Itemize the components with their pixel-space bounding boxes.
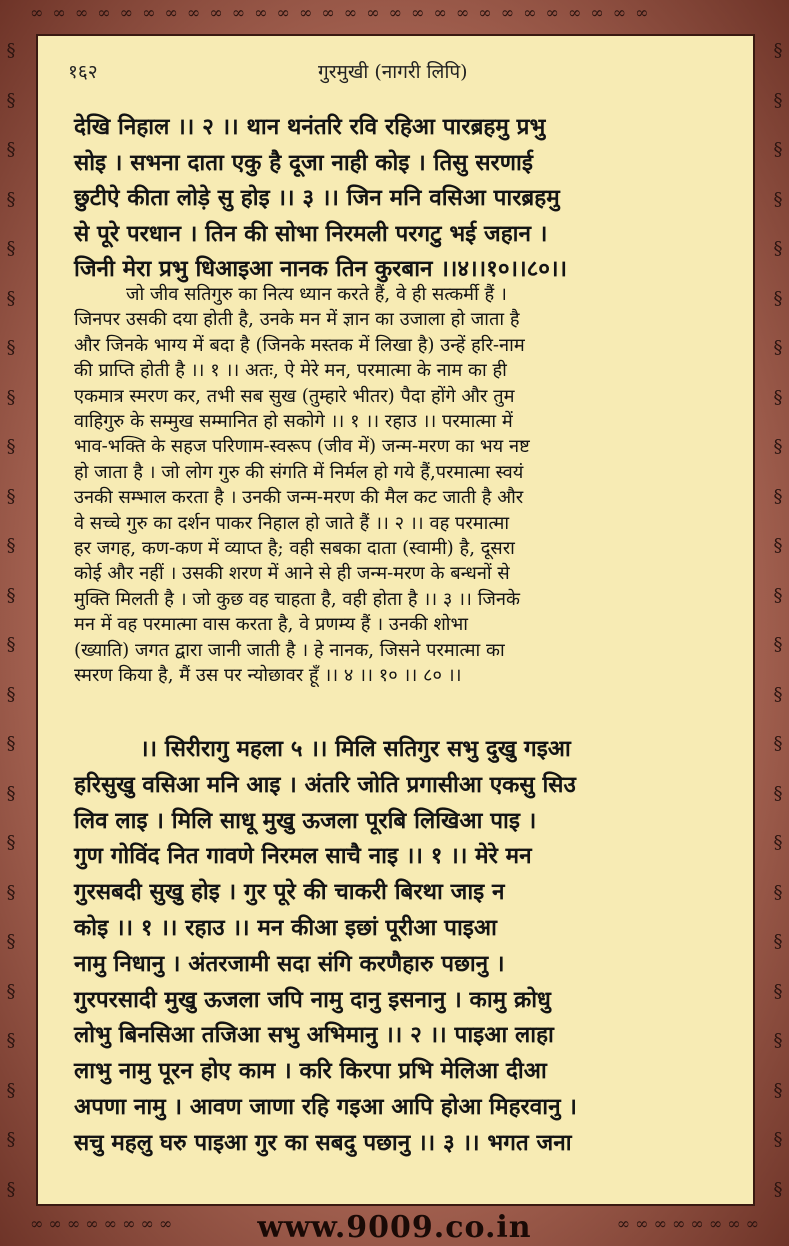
bottom-right-ornament: ∞ ∞ ∞ ∞ ∞ ∞ ∞ ∞ (616, 1214, 759, 1233)
translation-line: वाहिगुरु के सम्मुख सम्मानित हो सकोगे ।। १ ।। रहाउ ।। परमात्मा में (74, 411, 513, 433)
running-title: गुरमुखी (नागरी लिपि) (318, 61, 468, 83)
translation-line: हर जगह, कण-कण में व्याप्त है; वही सबका दाता (स्वामी) है, दूसरा (74, 538, 515, 560)
verse-line: छुटीऐ कीता लोड़े सु होइ ।। ३ ।। जिन मनि वसिआ पारब्रहमु (74, 185, 560, 211)
translation-line: हो जाता है । जो लोग गुरु की संगति में निर्मल हो गये हैं,परमात्मा स्वयं (74, 461, 524, 483)
bottom-left-ornament: ∞ ∞ ∞ ∞ ∞ ∞ ∞ ∞ (30, 1214, 173, 1233)
translation-line: की प्राप्ति होती है ।। १ ।। अतः, ऐ मेरे मन, परमात्मा के नाम का ही (74, 360, 507, 382)
translation-line-first (74, 282, 733, 307)
right-ornament-border: § § § § § § § § § § § § § § § § § § § § § § § § (773, 40, 783, 1200)
verse-line: नामु निधानु । अंतरजामी सदा संगि करणैहारु पछानु । (74, 950, 505, 977)
translation-line: स्मरण किया है, मैं उस पर न्योछावर हूँ ।। ४ ।। १० ।। ८० ।। (74, 665, 462, 687)
translation-line: एकमात्र स्मरण कर, तभी सब सुख (तुम्हारे भीतर) पैदा होंगे और तुम (74, 385, 515, 407)
verse-line: देखि निहाल ।। २ ।। थान थनंतरि रवि रहिआ पारब्रहमु प्रभु (74, 114, 546, 140)
verse-line: सचु महलु घरु पाइआ गुर का सबदु पछानु ।। ३ ।। भगत जना (74, 1129, 572, 1156)
translation-line: भाव-भक्ति के सहज परिणाम-स्वरूप (जीव में) जन्म-मरण का भय नष्ट (74, 436, 530, 458)
verse-line: कोइ ।। १ ।। रहाउ ।। मन कीआ इछां पूरीआ पाइआ (74, 914, 497, 941)
translation-line: मन में वह परमात्मा वास करता है, वे प्रणम्य हैं । उनकी शोभा (74, 614, 469, 636)
hindi-translation (74, 282, 733, 689)
verse-line: हरिसुखु वसिआ मनि आइ । अंतरि जोति प्रगासीआ एकसु सिउ (74, 771, 576, 798)
translation-line: कोई और नहीं । उसकी शरण में आने से ही जन्म-मरण के बन्धनों से (74, 563, 510, 585)
translation-line: वे सच्चे गुरु का दर्शन पाकर निहाल हो जाते हैं ।। २ ।। वह परमात्मा (74, 512, 510, 534)
translation-line: और जिनके भाग्य में बदा है (जिनके मस्तक में लिखा है) उन्हें हरि-नाम (74, 334, 525, 356)
left-ornament-border: § § § § § § § § § § § § § § § § § § § § § § § § (6, 40, 16, 1200)
verse-block-top (74, 110, 733, 288)
translation-line: (ख्याति) जगत द्वारा जानी जाती है । हे नानक, जिसने परमात्मा का (74, 639, 505, 661)
verse-line: सोइ । सभना दाता एकु है दूजा नाही कोइ । तिसु सरणाई (74, 149, 533, 176)
verse-line: अपणा नामु । आवण जाणा रहि गइआ आपि होआ मिहरवानु । (74, 1093, 577, 1120)
translation-line: जो जीव सतिगुरु का नित्य ध्यान करते हैं, वे ही सत्कर्मी हैं । (126, 284, 507, 305)
verse-line: लाभु नामु पूरन होए काम । करि किरपा प्रभि मेलिआ दीआ (74, 1058, 547, 1085)
translation-line: उनकी सम्भाल करता है । उनकी जन्म-मरण की मैल कट जाती है और (74, 487, 524, 509)
verse-line: ।। सिरीरागु महला ५ ।। मिलि सतिगुर सभु दुखु गइआ (140, 736, 571, 762)
page-number: १६२ (68, 61, 98, 83)
verse-line: लिव लाइ । मिलि साधू मुखु ऊजला पूरबि लिखिआ पाइ । (74, 807, 537, 834)
verse-line: लोभु बिनसिआ तजिआ सभु अभिमानु ।। २ ।। पाइआ लाहा (74, 1022, 554, 1049)
verse-line-first (74, 732, 733, 768)
website-watermark: www.9009.co.in (257, 1210, 532, 1245)
verse-line: जिनी मेरा प्रभु धिआइआ नानक तिन कुरबान ।।४।।१०।।८०।। (74, 256, 568, 282)
verse-line: गुण गोविंद नित गावणे निरमल साचै नाइ ।। १ ।। मेरे मन (74, 843, 532, 870)
scripture-page (38, 36, 753, 1204)
translation-line: मुक्ति मिलती है । जो कुछ वह चाहता है, वही होता है ।। ३ ।। जिनके (74, 588, 520, 610)
top-ornament-border: ∞ ∞ ∞ ∞ ∞ ∞ ∞ ∞ ∞ ∞ ∞ ∞ ∞ ∞ ∞ ∞ ∞ ∞ ∞ ∞ ∞ ∞ ∞ ∞ ∞ ∞ ∞ ∞ (30, 2, 651, 22)
verse-line: गुरपरसादी मुखु ऊजला जपि नामु दानु इसनानु । कामु क्रोधु (74, 986, 551, 1013)
verse-line: गुरसबदी सुखु होइ । गुर पूरे की चाकरी बिरथा जाइ न (74, 879, 505, 906)
translation-line: जिनपर उसकी दया होती है, उनके मन में ज्ञान का उजाला हो जाता है (74, 309, 520, 331)
verse-block-bottom (74, 732, 733, 1162)
verse-line: से पूरे परधान । तिन की सोभा निरमली परगटु भई जहान । (74, 220, 548, 247)
page-header (68, 58, 728, 88)
